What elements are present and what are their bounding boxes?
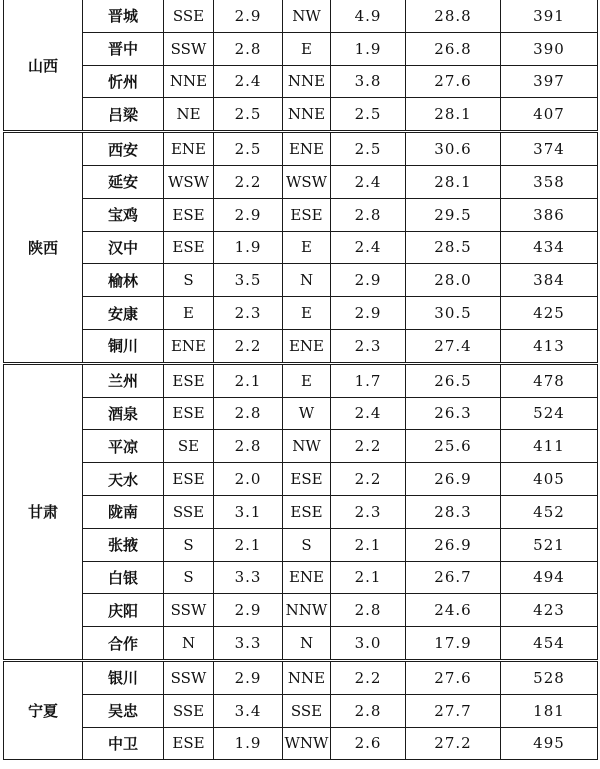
temperature-cell: 28.8	[406, 0, 501, 32]
wind-direction-cell: SSW	[164, 594, 214, 627]
value-cell: 181	[501, 694, 598, 727]
wind-speed-cell: 2.1	[214, 363, 283, 397]
wind-speed-cell: 2.2	[331, 430, 406, 463]
wind-direction-cell: S	[283, 528, 331, 561]
city-cell: 安康	[83, 297, 164, 330]
table-row	[4, 463, 598, 496]
wind-speed-cell: 2.3	[331, 329, 406, 363]
city-cell: 兰州	[83, 363, 164, 397]
temperature-cell: 30.5	[406, 297, 501, 330]
temperature-cell: 26.9	[406, 528, 501, 561]
city-cell: 吕梁	[83, 98, 164, 132]
temperature-cell: 28.3	[406, 495, 501, 528]
value-cell: 528	[501, 660, 598, 694]
value-cell: 524	[501, 397, 598, 430]
value-cell: 390	[501, 32, 598, 65]
table-row	[4, 660, 598, 694]
city-cell: 吴忠	[83, 694, 164, 727]
wind-direction-cell: E	[283, 231, 331, 264]
city-cell: 平凉	[83, 430, 164, 463]
city-cell: 铜川	[83, 329, 164, 363]
table-row	[4, 594, 598, 627]
value-cell: 425	[501, 297, 598, 330]
wind-direction-cell: ESE	[283, 495, 331, 528]
wind-direction-cell: ENE	[283, 561, 331, 594]
value-cell: 413	[501, 329, 598, 363]
table-row	[4, 694, 598, 727]
wind-direction-cell: NE	[164, 98, 214, 132]
wind-direction-cell: NNW	[283, 594, 331, 627]
wind-direction-cell: WSW	[164, 165, 214, 198]
value-cell: 478	[501, 363, 598, 397]
wind-direction-cell: NNE	[283, 660, 331, 694]
city-cell: 陇南	[83, 495, 164, 528]
wind-speed-cell: 2.5	[331, 132, 406, 166]
wind-direction-cell: NW	[283, 0, 331, 32]
wind-speed-cell: 2.4	[331, 165, 406, 198]
table-row	[4, 430, 598, 463]
wind-speed-cell: 1.9	[214, 727, 283, 760]
table-row	[4, 231, 598, 264]
wind-direction-cell: SSW	[164, 32, 214, 65]
wind-direction-cell: NNE	[283, 65, 331, 98]
table-row	[4, 627, 598, 661]
temperature-cell: 24.6	[406, 594, 501, 627]
wind-speed-cell: 2.9	[214, 0, 283, 32]
value-cell: 391	[501, 0, 598, 32]
province-cell: 山西	[4, 0, 83, 132]
table-body	[4, 0, 598, 760]
temperature-cell: 27.6	[406, 65, 501, 98]
temperature-cell: 27.2	[406, 727, 501, 760]
wind-direction-cell: NNE	[283, 98, 331, 132]
city-cell: 晋城	[83, 0, 164, 32]
climate-table	[3, 0, 598, 760]
wind-speed-cell: 2.6	[331, 727, 406, 760]
table-row	[4, 65, 598, 98]
wind-direction-cell: ESE	[164, 727, 214, 760]
value-cell: 386	[501, 198, 598, 231]
wind-speed-cell: 2.9	[331, 297, 406, 330]
temperature-cell: 29.5	[406, 198, 501, 231]
table-row	[4, 0, 598, 32]
wind-direction-cell: ESE	[164, 463, 214, 496]
value-cell: 495	[501, 727, 598, 760]
table-row	[4, 329, 598, 363]
city-cell: 晋中	[83, 32, 164, 65]
wind-direction-cell: WSW	[283, 165, 331, 198]
wind-direction-cell: ESE	[164, 363, 214, 397]
wind-speed-cell: 4.9	[331, 0, 406, 32]
temperature-cell: 27.4	[406, 329, 501, 363]
wind-speed-cell: 3.1	[214, 495, 283, 528]
wind-speed-cell: 3.3	[214, 561, 283, 594]
temperature-cell: 25.6	[406, 430, 501, 463]
wind-direction-cell: N	[164, 627, 214, 661]
value-cell: 411	[501, 430, 598, 463]
wind-direction-cell: SSW	[164, 660, 214, 694]
value-cell: 384	[501, 264, 598, 297]
city-cell: 榆林	[83, 264, 164, 297]
temperature-cell: 28.1	[406, 98, 501, 132]
value-cell: 521	[501, 528, 598, 561]
wind-speed-cell: 2.5	[331, 98, 406, 132]
wind-speed-cell: 2.8	[214, 430, 283, 463]
wind-speed-cell: 2.2	[214, 165, 283, 198]
wind-speed-cell: 1.9	[214, 231, 283, 264]
table-row	[4, 198, 598, 231]
wind-direction-cell: ESE	[164, 231, 214, 264]
wind-direction-cell: S	[164, 264, 214, 297]
table-row	[4, 165, 598, 198]
wind-direction-cell: ENE	[164, 329, 214, 363]
wind-speed-cell: 2.4	[214, 65, 283, 98]
table-row	[4, 264, 598, 297]
wind-speed-cell: 2.4	[331, 231, 406, 264]
wind-speed-cell: 1.9	[331, 32, 406, 65]
wind-direction-cell: S	[164, 561, 214, 594]
wind-direction-cell: ESE	[283, 463, 331, 496]
city-cell: 天水	[83, 463, 164, 496]
wind-speed-cell: 2.9	[331, 264, 406, 297]
wind-speed-cell: 2.1	[331, 528, 406, 561]
province-cell: 甘肃	[4, 363, 83, 660]
value-cell: 494	[501, 561, 598, 594]
city-cell: 中卫	[83, 727, 164, 760]
wind-speed-cell: 2.9	[214, 660, 283, 694]
temperature-cell: 28.0	[406, 264, 501, 297]
wind-speed-cell: 3.0	[331, 627, 406, 661]
value-cell: 358	[501, 165, 598, 198]
wind-direction-cell: E	[283, 363, 331, 397]
wind-speed-cell: 2.5	[214, 98, 283, 132]
city-cell: 忻州	[83, 65, 164, 98]
city-cell: 张掖	[83, 528, 164, 561]
wind-speed-cell: 2.2	[214, 329, 283, 363]
wind-speed-cell: 1.7	[331, 363, 406, 397]
value-cell: 452	[501, 495, 598, 528]
wind-direction-cell: ENE	[164, 132, 214, 166]
wind-direction-cell: E	[283, 297, 331, 330]
wind-direction-cell: ESE	[164, 397, 214, 430]
city-cell: 银川	[83, 660, 164, 694]
temperature-cell: 17.9	[406, 627, 501, 661]
temperature-cell: 26.3	[406, 397, 501, 430]
wind-direction-cell: WNW	[283, 727, 331, 760]
city-cell: 汉中	[83, 231, 164, 264]
wind-direction-cell: E	[164, 297, 214, 330]
wind-direction-cell: SSE	[164, 495, 214, 528]
temperature-cell: 26.7	[406, 561, 501, 594]
temperature-cell: 27.6	[406, 660, 501, 694]
wind-direction-cell: ENE	[283, 329, 331, 363]
wind-direction-cell: ESE	[283, 198, 331, 231]
wind-speed-cell: 2.1	[214, 528, 283, 561]
table-row	[4, 363, 598, 397]
wind-speed-cell: 3.8	[331, 65, 406, 98]
wind-direction-cell: SSE	[164, 0, 214, 32]
wind-speed-cell: 2.9	[214, 594, 283, 627]
wind-speed-cell: 2.3	[214, 297, 283, 330]
wind-direction-cell: E	[283, 32, 331, 65]
value-cell: 454	[501, 627, 598, 661]
wind-speed-cell: 2.8	[214, 32, 283, 65]
wind-speed-cell: 2.0	[214, 463, 283, 496]
wind-direction-cell: N	[283, 627, 331, 661]
wind-speed-cell: 2.8	[331, 694, 406, 727]
wind-speed-cell: 2.9	[214, 198, 283, 231]
temperature-cell: 28.1	[406, 165, 501, 198]
wind-speed-cell: 2.8	[331, 198, 406, 231]
wind-direction-cell: N	[283, 264, 331, 297]
city-cell: 合作	[83, 627, 164, 661]
table-row	[4, 727, 598, 760]
wind-speed-cell: 2.1	[331, 561, 406, 594]
wind-speed-cell: 2.2	[331, 463, 406, 496]
temperature-cell: 26.5	[406, 363, 501, 397]
temperature-cell: 28.5	[406, 231, 501, 264]
table-row	[4, 132, 598, 166]
wind-speed-cell: 3.5	[214, 264, 283, 297]
table-row	[4, 561, 598, 594]
value-cell: 374	[501, 132, 598, 166]
value-cell: 397	[501, 65, 598, 98]
table-row	[4, 397, 598, 430]
temperature-cell: 27.7	[406, 694, 501, 727]
wind-speed-cell: 3.3	[214, 627, 283, 661]
wind-speed-cell: 2.5	[214, 132, 283, 166]
city-cell: 酒泉	[83, 397, 164, 430]
temperature-cell: 30.6	[406, 132, 501, 166]
wind-direction-cell: ENE	[283, 132, 331, 166]
wind-speed-cell: 3.4	[214, 694, 283, 727]
wind-speed-cell: 2.4	[331, 397, 406, 430]
wind-speed-cell: 2.2	[331, 660, 406, 694]
city-cell: 西安	[83, 132, 164, 166]
table-row	[4, 32, 598, 65]
city-cell: 宝鸡	[83, 198, 164, 231]
province-cell: 陕西	[4, 132, 83, 364]
wind-speed-cell: 2.8	[214, 397, 283, 430]
wind-direction-cell: W	[283, 397, 331, 430]
wind-direction-cell: S	[164, 528, 214, 561]
value-cell: 423	[501, 594, 598, 627]
table-row	[4, 98, 598, 132]
wind-speed-cell: 2.3	[331, 495, 406, 528]
wind-direction-cell: SE	[164, 430, 214, 463]
wind-direction-cell: SSE	[283, 694, 331, 727]
value-cell: 407	[501, 98, 598, 132]
value-cell: 434	[501, 231, 598, 264]
wind-direction-cell: NW	[283, 430, 331, 463]
city-cell: 白银	[83, 561, 164, 594]
wind-direction-cell: NNE	[164, 65, 214, 98]
temperature-cell: 26.9	[406, 463, 501, 496]
table-row	[4, 297, 598, 330]
city-cell: 庆阳	[83, 594, 164, 627]
wind-direction-cell: ESE	[164, 198, 214, 231]
wind-direction-cell: SSE	[164, 694, 214, 727]
province-cell: 宁夏	[4, 660, 83, 759]
table-row	[4, 528, 598, 561]
temperature-cell: 26.8	[406, 32, 501, 65]
wind-speed-cell: 2.8	[331, 594, 406, 627]
table-row	[4, 495, 598, 528]
city-cell: 延安	[83, 165, 164, 198]
value-cell: 405	[501, 463, 598, 496]
